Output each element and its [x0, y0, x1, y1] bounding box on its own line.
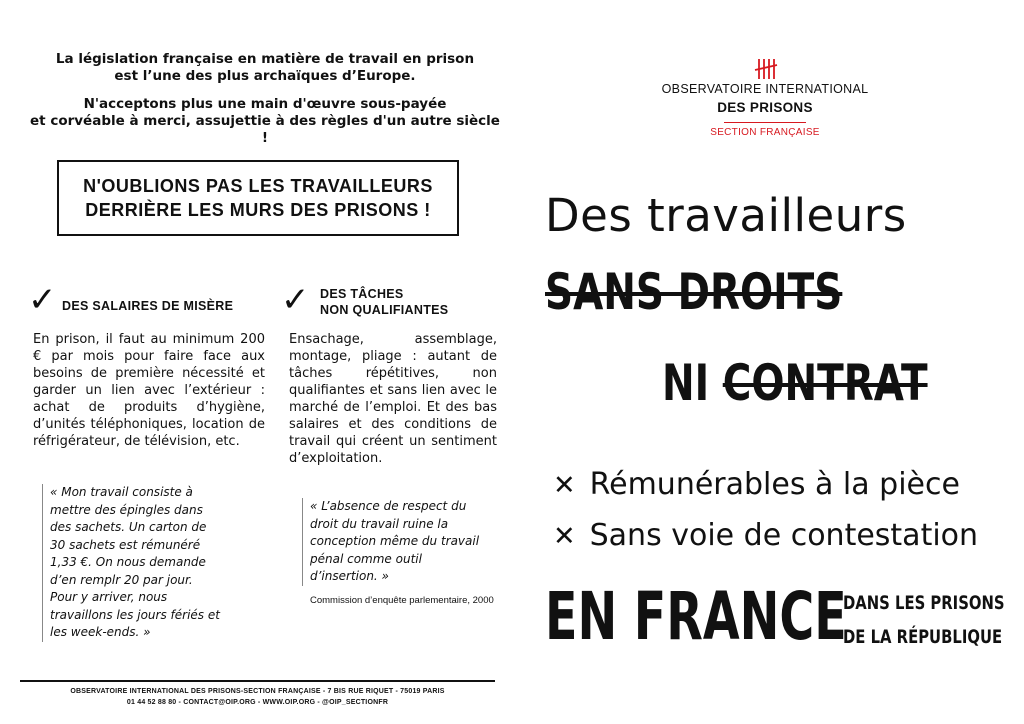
- intro-text-2: [30, 96, 500, 147]
- cross-icon: ✕: [553, 521, 576, 552]
- col1-quote: « Mon travail consiste à mettre des épingles dans des sachets. Un carton de 30 sachets est rémunéré 1,33 €. On nous demande d’en remplr 20 par jour. Pour y arriver, nous travaillons les jours fériés et les week-ends. »: [42, 484, 220, 642]
- logo-rule: [724, 122, 806, 123]
- intro-line: La législation française en matière de travail en prison: [55, 51, 475, 67]
- footer-address: OBSERVATOIRE INTERNATIONAL DES PRISONS-SECTION FRANÇAISE - 7 BIS RUE RIQUET - 75019 PARIS: [70, 688, 445, 695]
- quote-source: Commission d’enquête parlementaire, 2000: [310, 595, 494, 606]
- intro-line: est l’une des plus archaïques d’Europe.: [114, 68, 416, 84]
- intro-line: et corvéable à merci, assujettie à des règles d'un autre siècle !: [30, 113, 500, 146]
- banner-line: DERRIÈRE LES MURS DES PRISONS !: [85, 200, 431, 220]
- ni-text: NI: [662, 354, 710, 412]
- logo-name-line2: DES PRISONS: [717, 100, 813, 115]
- col1-heading: DES SALAIRES DE MISÈRE: [62, 299, 234, 313]
- checkmark-icon: ✓: [28, 280, 57, 320]
- bullet-text: Sans voie de contestation: [589, 518, 979, 553]
- en-france: EN FRANCE: [545, 578, 847, 655]
- banner-box: [57, 160, 459, 236]
- bullet-text: Rémunérables à la pièce: [589, 467, 960, 502]
- bullet-item: [553, 465, 960, 506]
- subtitle-line: DE LA RÉPUBLIQUE: [843, 626, 1003, 648]
- sans-droits-struck: SANS DROITS: [545, 263, 843, 321]
- cross-icon: ✕: [553, 470, 576, 501]
- intro-text-1: [30, 51, 500, 85]
- logo-section: SECTION FRANÇAISE: [710, 127, 820, 138]
- col2-heading-line: NON QUALIFIANTES: [320, 303, 449, 317]
- col2-heading: [320, 286, 448, 318]
- ni-contrat-line: [662, 354, 928, 412]
- footer-divider: [20, 680, 495, 682]
- prison-bars-icon: [754, 58, 778, 80]
- banner-line: N'OUBLIONS PAS LES TRAVAILLEURS: [83, 176, 433, 196]
- col2-heading-line: DES TÂCHES: [320, 287, 404, 301]
- bullet-item: [553, 516, 978, 557]
- footer-contact: 01 44 52 88 80 - CONTACT@OIP.ORG - WWW.OIP.ORG - @OIP_SECTIONFR: [126, 699, 389, 706]
- subtitle-line: DANS LES PRISONS: [843, 592, 1005, 614]
- contrat-struck: CONTRAT: [722, 354, 928, 412]
- col2-text: Ensachage, assemblage, montage, pliage : autant de tâches répétitives, non qualifiantes et sans lien avec le marché de l’emploi. Et des bas salaires et des conditions de travail qui créent un sentiment d’exploitation.: [289, 332, 497, 466]
- col2-quote: « L’absence de respect du droit du travail ruine la conception même du travail pénal comme outil d’insertion. »: [302, 498, 485, 586]
- checkmark-icon: ✓: [281, 280, 310, 320]
- col1-text: En prison, il faut au minimum 200 € par mois pour faire face aux besoins de première nécessité et garder un lien avec l’extérieur : achat de produits d’hygiène, d’unités téléphoniques, location de réfrigérateur, de télévision, etc.: [33, 332, 265, 449]
- logo-name-line1: OBSERVATOIRE INTERNATIONAL: [661, 82, 869, 96]
- intro-line: N'acceptons plus une main d'œuvre sous-payée: [83, 96, 447, 112]
- headline: Des travailleurs: [545, 189, 907, 242]
